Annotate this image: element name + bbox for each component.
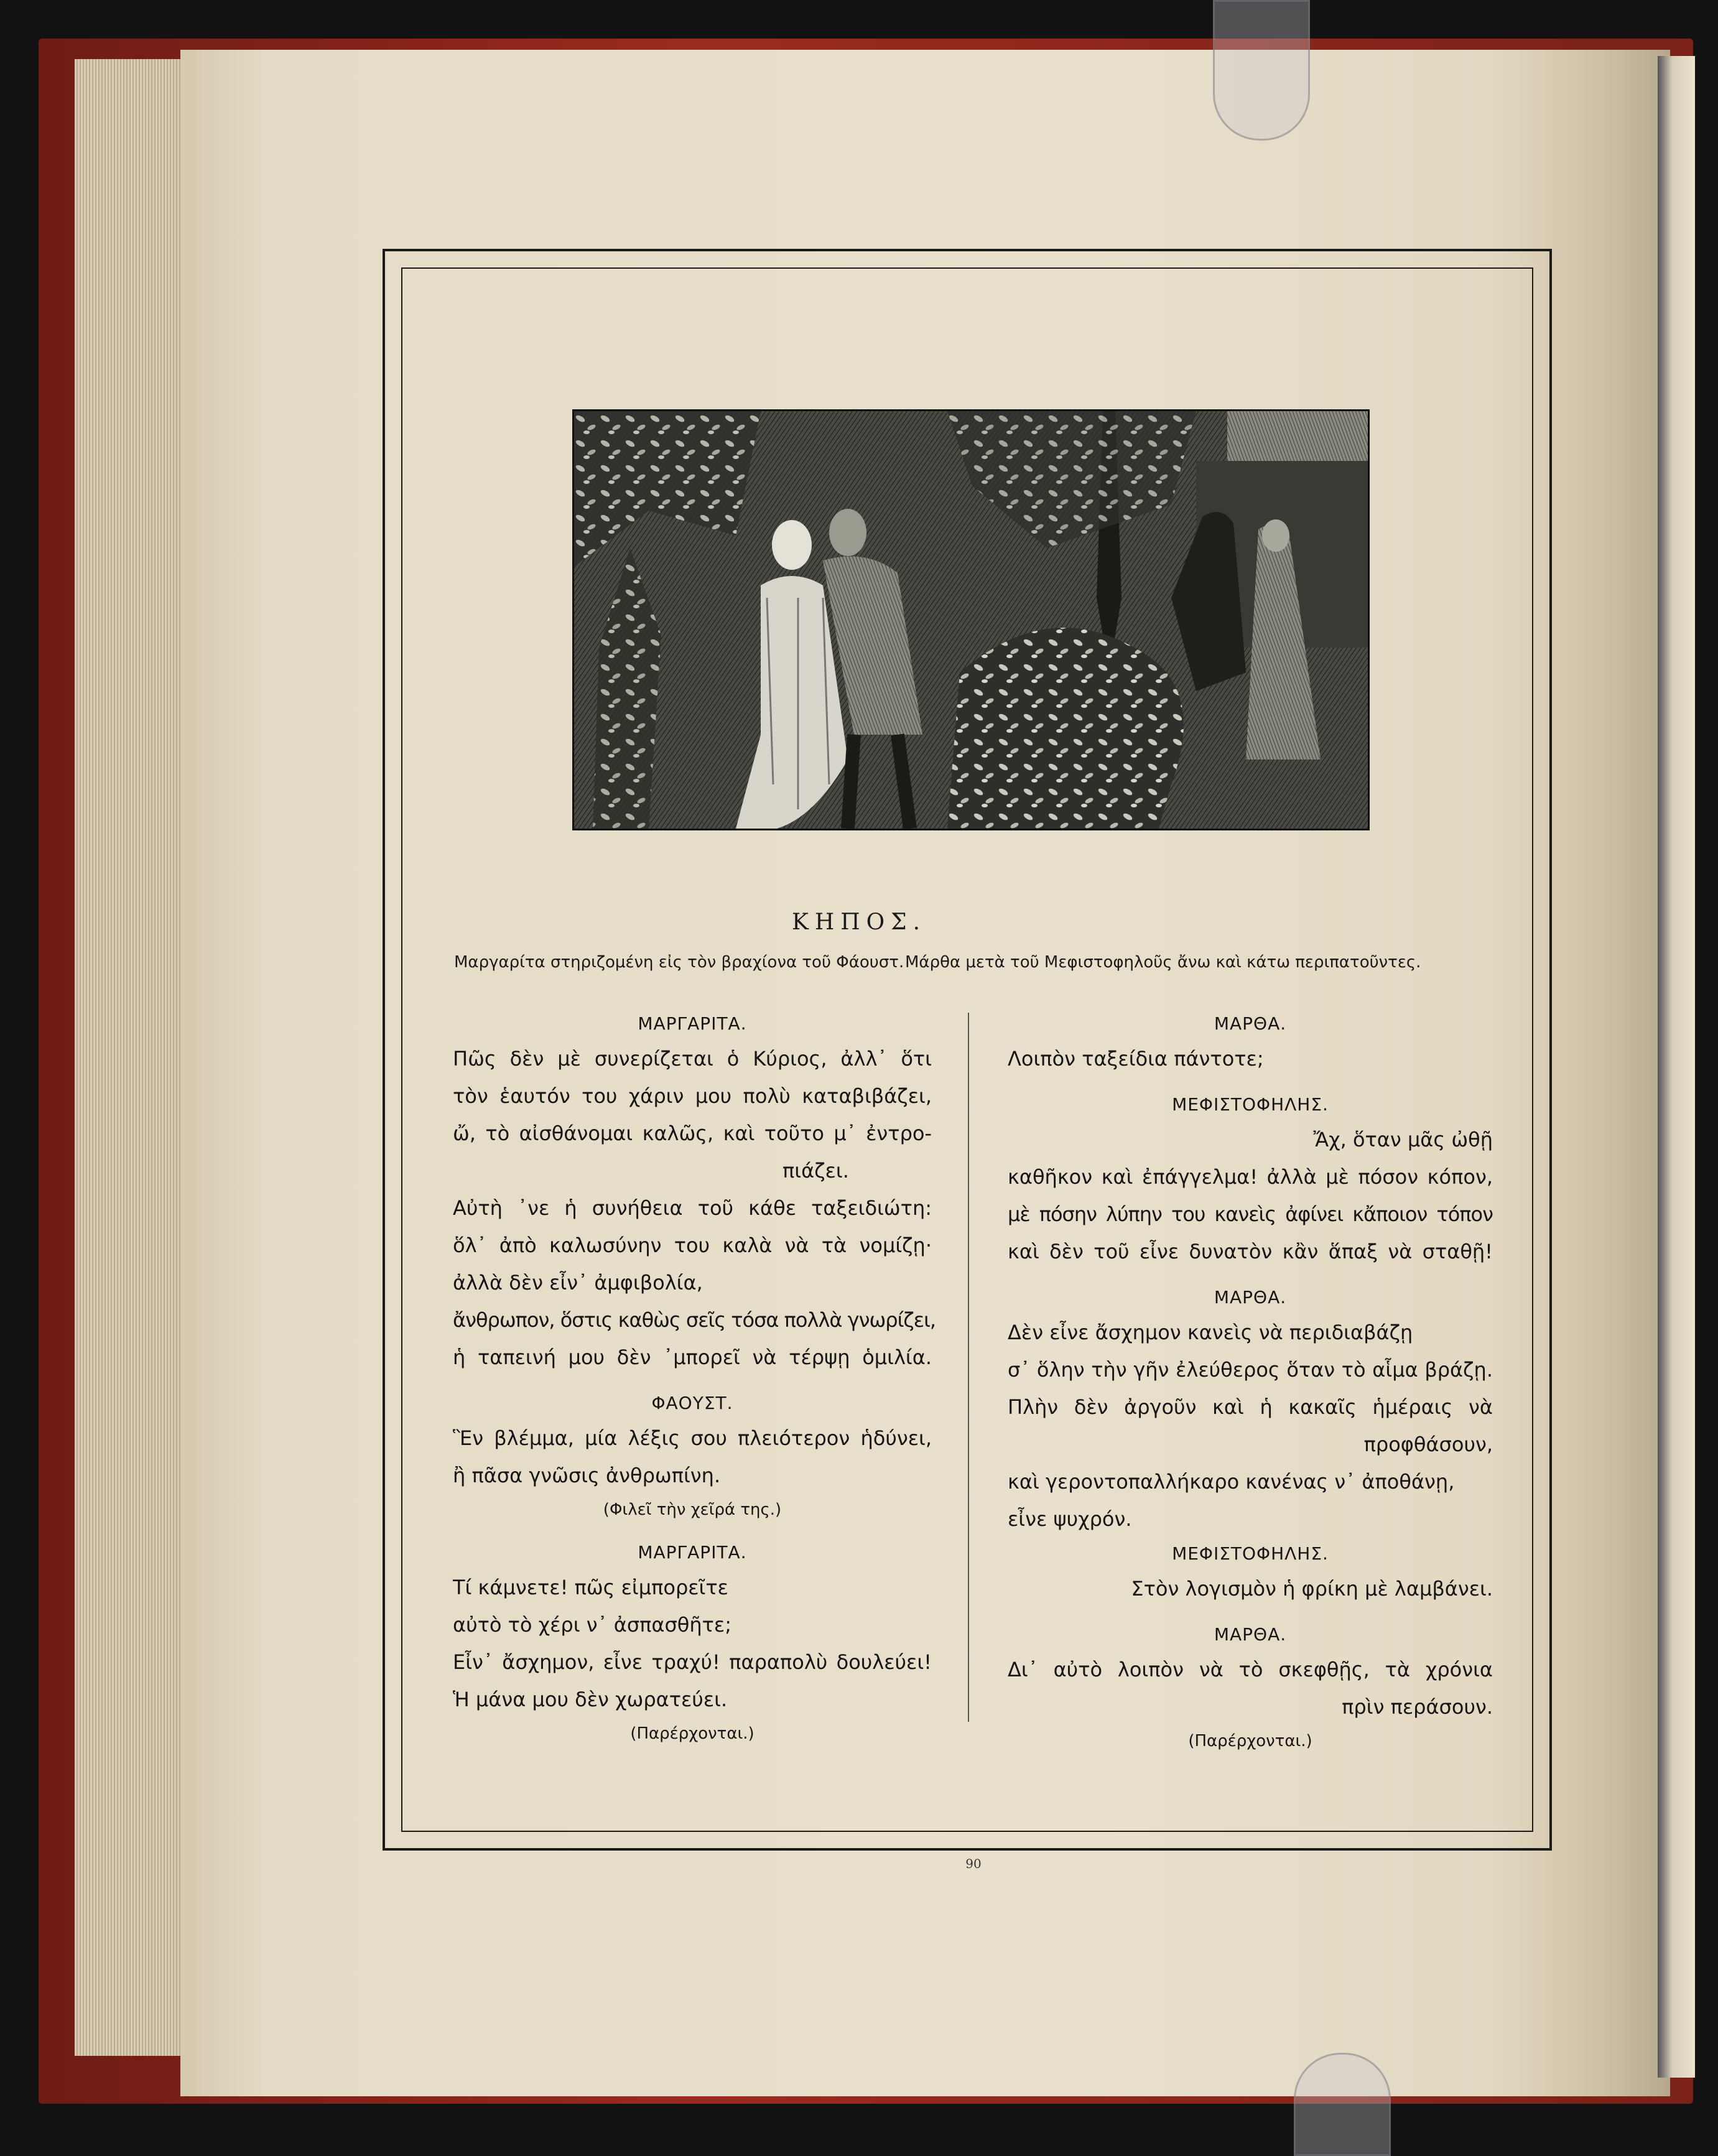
verse-line: μὲ πόσην λύπην του κανεὶς ἀφίνει κἄποιον τόπον — [1008, 1202, 1493, 1226]
verse-line: Αὐτὴ ᾽νε ἡ συνήθεια τοῦ κάθε ταξειδιώτη: — [453, 1196, 932, 1220]
stage-direction: (Παρέρχονται.) — [1188, 1732, 1312, 1750]
verse-line: Στὸν λογισμὸν ἡ φρίκη μὲ λαμβάνει. — [1131, 1577, 1493, 1601]
verse-line: Ἄχ, ὅταν μᾶς ὠθῇ — [1313, 1128, 1493, 1151]
verse-line: καὶ δὲν τοῦ εἶνε δυνατὸν κἂν ἅπαξ νὰ σταθῇ! — [1008, 1240, 1493, 1263]
speaker-name: ΜΑΡΓΑΡΙΤΑ. — [638, 1013, 747, 1034]
engraving-garden-scene-icon — [574, 411, 1368, 829]
verse-line: προφθάσουν, — [1363, 1433, 1493, 1456]
verse-line: Δι᾽ αὐτὸ λοιπὸν νὰ τὸ σκεφθῇς, τὰ χρόνια — [1008, 1658, 1493, 1681]
stage-direction: (Φιλεῖ τὴν χεῖρά της.) — [603, 1500, 782, 1519]
speaker-name: ΦΑΟΥΣΤ. — [651, 1393, 733, 1413]
stage-direction-right: Μάρθα μετὰ τοῦ Μεφιστοφηλοῦς ἄνω καὶ κάτω περιπατοῦντες. — [905, 953, 1421, 972]
garden-engraving — [572, 409, 1370, 830]
left-column — [453, 1008, 936, 1749]
verse-line: ὤ, τὸ αἰσθάνομαι καλῶς, καὶ τοῦτο μ᾽ ἐντρο- — [453, 1122, 932, 1145]
page-edges — [75, 59, 187, 2056]
verse-line: Πῶς δὲν μὲ συνερίζεται ὁ Κύριος, ἀλλ᾽ ὅτι — [453, 1047, 932, 1071]
verse-line: Πλὴν δὲν ἀργοῦν καὶ ἡ κακαῖς ἡμέραις νὰ — [1008, 1395, 1493, 1419]
verse-line: Δὲν εἶνε ἄσχημον κανεὶς νὰ περιδιαβάζῃ — [1008, 1321, 1413, 1344]
stage-direction: (Παρέρχονται.) — [630, 1724, 755, 1743]
speaker-name: ΜΑΡΘΑ. — [1214, 1624, 1287, 1645]
verse-line: Εἶν᾽ ἄσχημον, εἶνε τραχύ! παραπολὺ δουλεύει! — [453, 1650, 932, 1674]
verse-line: σ᾽ ὅλην τὴν γῆν ἐλεύθερος ὅταν τὸ αἷμα βράζῃ. — [1008, 1358, 1493, 1382]
scene-title: ΚΗΠΟΣ. — [791, 909, 927, 935]
verse-line: πρὶν περάσουν. — [1342, 1695, 1493, 1719]
speaker-name: ΜΑΡΓΑΡΙΤΑ. — [638, 1542, 747, 1563]
speaker-name: ΜΑΡΘΑ. — [1214, 1013, 1287, 1034]
page-clip-icon — [1294, 2053, 1391, 2156]
page-number: 90 — [965, 1856, 982, 1871]
facing-page-edge — [1658, 56, 1695, 2078]
speaker-name: ΜΕΦΙΣΤΟΦΗΛΗΣ. — [1172, 1543, 1329, 1564]
verse-line: ἡ ταπεινή μου δὲν ᾽μπορεῖ νὰ τέρψῃ ὁμιλία. — [453, 1345, 932, 1369]
speaker-name: ΜΑΡΘΑ. — [1214, 1287, 1287, 1308]
right-column — [1008, 1008, 1493, 1757]
stage-direction-left: Μαργαρίτα στηριζομένη εἰς τὸν βραχίονα τοῦ Φάουστ. — [454, 953, 904, 972]
speaker-name: ΜΕΦΙΣΤΟΦΗΛΗΣ. — [1172, 1094, 1329, 1115]
verse-line: ἢ πᾶσα γνῶσις ἀνθρωπίνη. — [453, 1464, 721, 1487]
verse-line: τὸν ἑαυτόν του χάριν μου πολὺ καταβιβάζει, — [453, 1084, 932, 1108]
page-clip-icon — [1213, 0, 1310, 141]
verse-line: εἶνε ψυχρόν. — [1008, 1507, 1132, 1531]
verse-line: Τί κάμνετε! πῶς εἰμπορεῖτε — [453, 1576, 728, 1599]
verse-line: πιάζει. — [782, 1159, 849, 1183]
verse-line: αὐτὸ τὸ χέρι ν᾽ ἀσπασθῆτε; — [453, 1613, 731, 1637]
verse-line: καθῆκον καὶ ἐπάγγελμα! ἀλλὰ μὲ πόσον κόπον, — [1008, 1165, 1493, 1189]
verse-line: ὅλ᾽ ἀπὸ καλωσύνην του καλὰ νὰ τὰ νομίζῃ· — [453, 1234, 932, 1257]
verse-line: Ἓν βλέμμα, μία λέξις σου πλειότερον ἡδύνει, — [453, 1426, 932, 1450]
verse-line: Ἡ μάνα μου δὲν χωρατεύει. — [453, 1688, 728, 1711]
column-divider — [968, 1013, 969, 1722]
verse-line: ἄνθρωπον, ὅστις καθὼς σεῖς τόσα πολλὰ γνωρίζει, — [453, 1308, 936, 1332]
verse-line: καὶ γεροντοπαλλήκαρο κανένας ν᾽ ἀποθάνῃ, — [1008, 1470, 1455, 1494]
verse-line: Λοιπὸν ταξείδια πάντοτε; — [1008, 1047, 1264, 1071]
verse-line: ἀλλὰ δὲν εἶν᾽ ἀμφιβολία, — [453, 1271, 703, 1294]
